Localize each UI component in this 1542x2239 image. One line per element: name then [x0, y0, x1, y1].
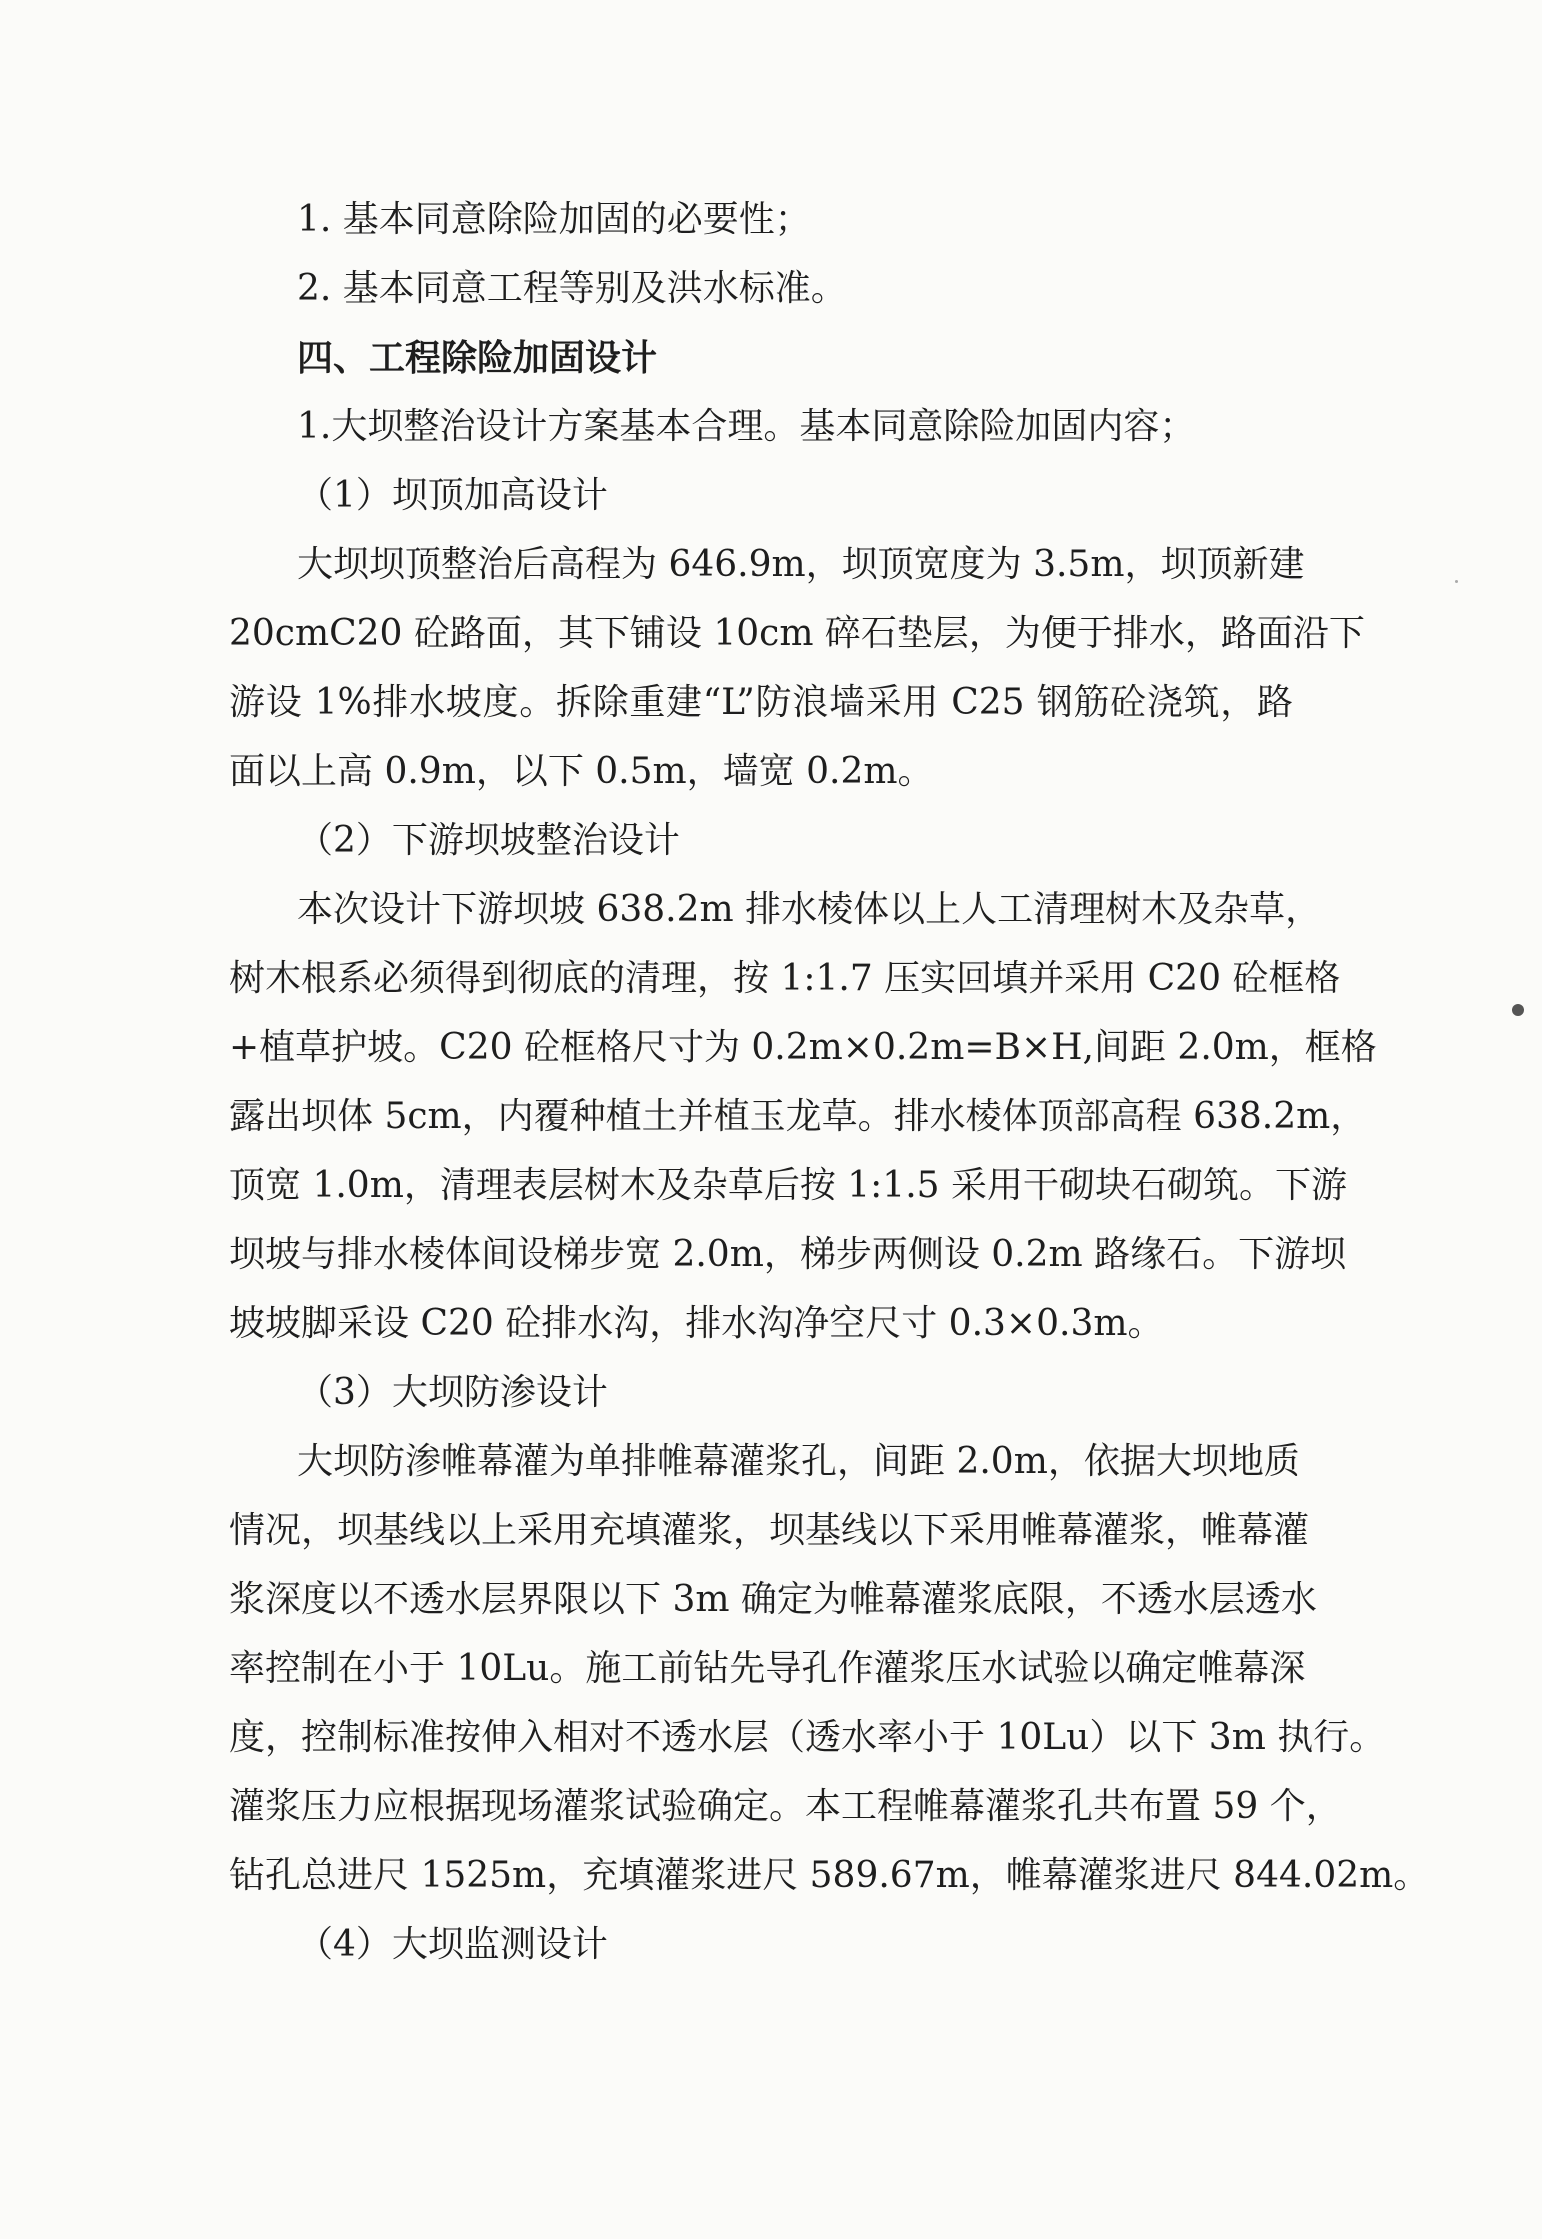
para-1-line-1: 大坝坝顶整治后高程为 646.9m，坝顶宽度为 3.5m，坝顶新建	[297, 544, 1305, 585]
subheading-1: （1）坝顶加高设计	[297, 475, 608, 516]
text-line-2: 2. 基本同意工程等别及洪水标准。	[297, 268, 847, 309]
para-3-line-4: 率控制在小于 10Lu。施工前钻先导孔作灌浆压水试验以确定帷幕深	[229, 1648, 1306, 1689]
para-2-line-3: +植草护坡。C20 砼框格尺寸为 0.2m×0.2m=B×H,间距 2.0m，框格	[229, 1027, 1377, 1068]
para-2-line-1: 本次设计下游坝坡 638.2m 排水棱体以上人工清理树木及杂草，	[297, 889, 1322, 930]
subheading-3: （3）大坝防渗设计	[297, 1372, 608, 1413]
scan-speck	[1512, 1004, 1524, 1016]
para-2-line-4: 露出坝体 5cm，内覆种植土并植玉龙草。排水棱体顶部高程 638.2m，	[229, 1096, 1367, 1137]
para-3-line-2: 情况，坝基线以上采用充填灌浆，坝基线以下采用帷幕灌浆，帷幕灌	[229, 1510, 1310, 1551]
text-line-1: 1. 基本同意除险加固的必要性；	[297, 199, 811, 240]
para-2-line-7: 坡坡脚采设 C20 砼排水沟，排水沟净空尺寸 0.3×0.3m。	[229, 1303, 1164, 1344]
scan-speck	[1455, 580, 1458, 583]
para-2-line-5: 顶宽 1.0m，清理表层树木及杂草后按 1:1.5 采用干砌块石砌筑。下游	[229, 1165, 1348, 1206]
text-line-4: 1.大坝整治设计方案基本合理。基本同意除险加固内容；	[297, 406, 1196, 447]
subheading-4: （4）大坝监测设计	[297, 1924, 608, 1965]
para-1-line-2: 20cmC20 砼路面，其下铺设 10cm 碎石垫层，为便于排水，路面沿下	[229, 613, 1365, 654]
section-heading: 四、工程除险加固设计	[297, 337, 658, 379]
para-1-line-3: 游设 1%排水坡度。拆除重建“L”防浪墙采用 C25 钢筋砼浇筑，路	[229, 682, 1293, 723]
para-1-line-4: 面以上高 0.9m，以下 0.5m，墙宽 0.2m。	[229, 751, 934, 792]
para-3-line-1: 大坝防渗帷幕灌为单排帷幕灌浆孔，间距 2.0m，依据大坝地质	[297, 1441, 1300, 1482]
para-3-line-6: 灌浆压力应根据现场灌浆试验确定。本工程帷幕灌浆孔共布置 59 个，	[229, 1786, 1342, 1827]
para-2-line-2: 树木根系必须得到彻底的清理，按 1:1.7 压实回填并采用 C20 砼框格	[229, 958, 1341, 999]
subheading-2: （2）下游坝坡整治设计	[297, 820, 680, 861]
para-3-line-3: 浆深度以不透水层界限以下 3m 确定为帷幕灌浆底限，不透水层透水	[229, 1579, 1317, 1620]
para-3-line-7: 钻孔总进尺 1525m，充填灌浆进尺 589.67m，帷幕灌浆进尺 844.02m。	[229, 1855, 1430, 1896]
para-3-line-5: 度，控制标准按伸入相对不透水层（透水率小于 10Lu）以下 3m 执行。	[229, 1717, 1386, 1758]
para-2-line-6: 坝坡与排水棱体间设梯步宽 2.0m，梯步两侧设 0.2m 路缘石。下游坝	[229, 1234, 1347, 1275]
